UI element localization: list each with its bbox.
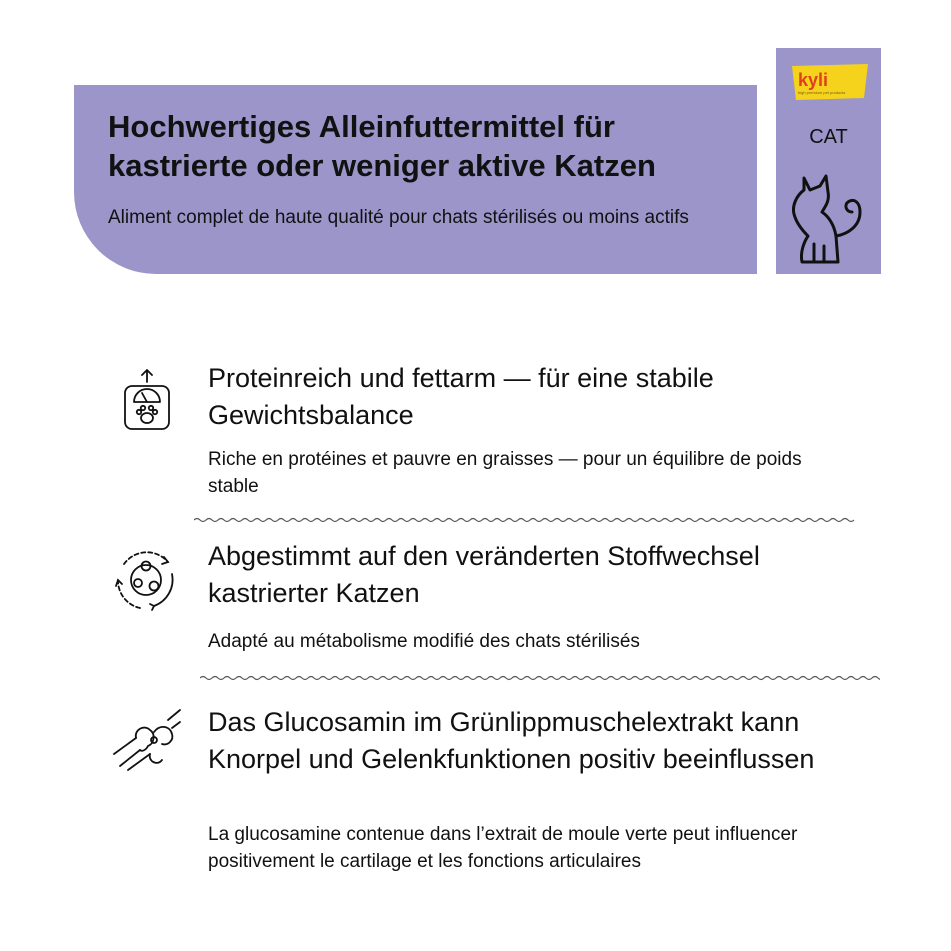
header-banner (74, 85, 757, 274)
kyli-logo (790, 62, 870, 102)
feature-2-subtitle: Adapté au métabolisme modifié des chats stérilisés (208, 631, 640, 652)
feature-1-subtitle: Riche en protéines et pauvre en graisses — pour un équilibre de poids stable (208, 449, 802, 497)
svg-text:kyli: kyli (798, 70, 829, 90)
feature-1-title: Proteinreich und fettarm — für eine stabile Gewichtsbalance (208, 363, 714, 430)
svg-text:high premium pet products: high premium pet products (798, 90, 846, 95)
header-title: Hochwertiges Alleinfuttermittel für kastrierte oder weniger aktive Katzen (108, 109, 656, 183)
header-subtitle: Aliment complet de haute qualité pour chats stérilisés ou moins actifs (108, 207, 689, 228)
feature-2-title: Abgestimmt auf den veränderten Stoffwechsel kastrierter Katzen (208, 541, 760, 608)
cat-icon (782, 172, 876, 266)
joint-bone-icon (110, 704, 182, 776)
category-label: CAT (809, 126, 848, 148)
feature-3-subtitle: La glucosamine contenue dans l’extrait de moule verte peut influencer positivement le cartilage et les fonctions articulaires (208, 824, 798, 872)
scale-paw-icon (120, 368, 174, 432)
divider-wave-2 (200, 674, 880, 682)
brand-box (776, 48, 881, 274)
divider-wave-1 (194, 516, 874, 524)
metabolism-cycle-icon (110, 546, 182, 612)
feature-3-title: Das Glucosamin im Grünlippmuschelextrakt kann Knorpel und Gelenkfunktionen positiv beeinflussen (208, 707, 815, 774)
